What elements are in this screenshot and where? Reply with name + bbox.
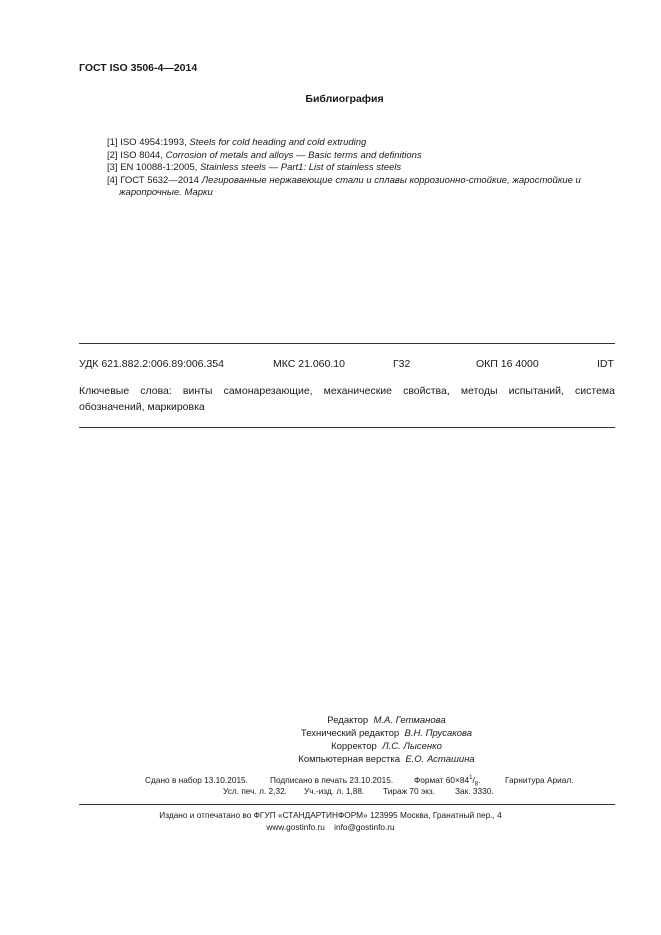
divider-top	[79, 343, 615, 344]
bibliography-entry	[107, 150, 615, 163]
okp-code: ОКП 16 4000	[476, 358, 539, 370]
staff-name: Л.С. Лысенко	[382, 741, 442, 752]
entry-title: Легированные нержавеющие стали и сплавы коррозионно-стойкие, жаростойкие и	[201, 174, 581, 186]
staff-row	[0, 727, 661, 740]
entry-title: Stainless steels — Part1: List of stainless steels	[199, 162, 402, 173]
keywords-text: Ключевые слова: винты самонарезающие, механические свойства, методы испытаний, система обозначений, маркировка	[79, 385, 615, 413]
print-signed: Подписано в печать 23.10.2015.	[270, 775, 394, 785]
publisher-email: info@gostinfo.ru	[334, 822, 395, 832]
staff-row	[0, 753, 661, 766]
entry-reference: EN 10088-1:2005,	[120, 162, 198, 173]
gost-code-header: ГОСТ ISO 3506-4—2014	[79, 62, 198, 74]
staff-role: Компьютерная верстка	[298, 754, 401, 765]
staff-role: Корректор	[331, 741, 377, 752]
staff-row	[0, 740, 661, 753]
format-label: Формат 60×84	[414, 775, 470, 785]
divider-bottom	[79, 427, 615, 428]
entry-reference: ISO 4954:1993,	[120, 137, 187, 148]
g-code: Г32	[393, 358, 411, 370]
publisher-contacts	[0, 822, 661, 832]
bibliography-entry	[107, 137, 615, 150]
bibliography-entry	[107, 175, 615, 188]
entry-number: [1]	[107, 137, 118, 148]
entry-reference: ISO 8044,	[120, 149, 163, 161]
entry-number: [3]	[107, 162, 118, 173]
bibliography-title: Библиография	[305, 93, 384, 105]
print-zak: Зак. 3330.	[455, 786, 494, 796]
print-format: Формат $60\times 84^1/_8$.	[414, 775, 481, 788]
print-uch: Уч.-изд. л. 1,88.	[304, 786, 365, 796]
bibliography-entry	[107, 162, 615, 175]
idt-code: IDT	[597, 358, 614, 370]
staff-name: М.А. Гетманова	[373, 715, 446, 726]
publisher-address: Издано и отпечатано во ФГУП «СТАНДАРТИНФОРМ» 123995 Москва, Гранатный пер., 4	[159, 810, 502, 820]
print-typeface: Гарнитура Ариал.	[505, 775, 574, 785]
entry-title-continuation: жаропрочные. Марки	[119, 187, 213, 198]
staff-list	[0, 714, 661, 766]
format-frac-den: 8	[474, 781, 479, 788]
entry-title: Corrosion of metals and alloys — Basic terms and definitions	[165, 149, 422, 161]
udk-code: УДК 621.882.2:006.89:006.354	[79, 358, 224, 370]
entry-number: [2]	[107, 149, 118, 161]
staff-name: В.Н. Прусакова	[404, 728, 473, 739]
staff-row	[0, 714, 661, 727]
staff-role: Редактор	[327, 715, 369, 726]
bibliography-list	[107, 137, 615, 200]
print-usl: Усл. печ. л. 2,32.	[223, 786, 287, 796]
print-tirazh: Тираж 70 экз.	[383, 786, 436, 796]
entry-reference: ГОСТ 5632—2014	[120, 174, 199, 186]
publisher-website: www.gostinfo.ru	[266, 822, 325, 832]
print-sent: Сдано в набор 13.10.2015.	[145, 775, 248, 785]
staff-role: Технический редактор	[300, 728, 400, 739]
divider-publisher	[79, 804, 615, 805]
entry-number: [4]	[107, 174, 118, 186]
format-frac-num: 1	[469, 775, 473, 782]
staff-name: Е.О. Асташина	[405, 754, 475, 765]
entry-title: Steels for cold heading and cold extruding	[189, 137, 367, 148]
mks-code: МКС 21.060.10	[273, 358, 345, 370]
